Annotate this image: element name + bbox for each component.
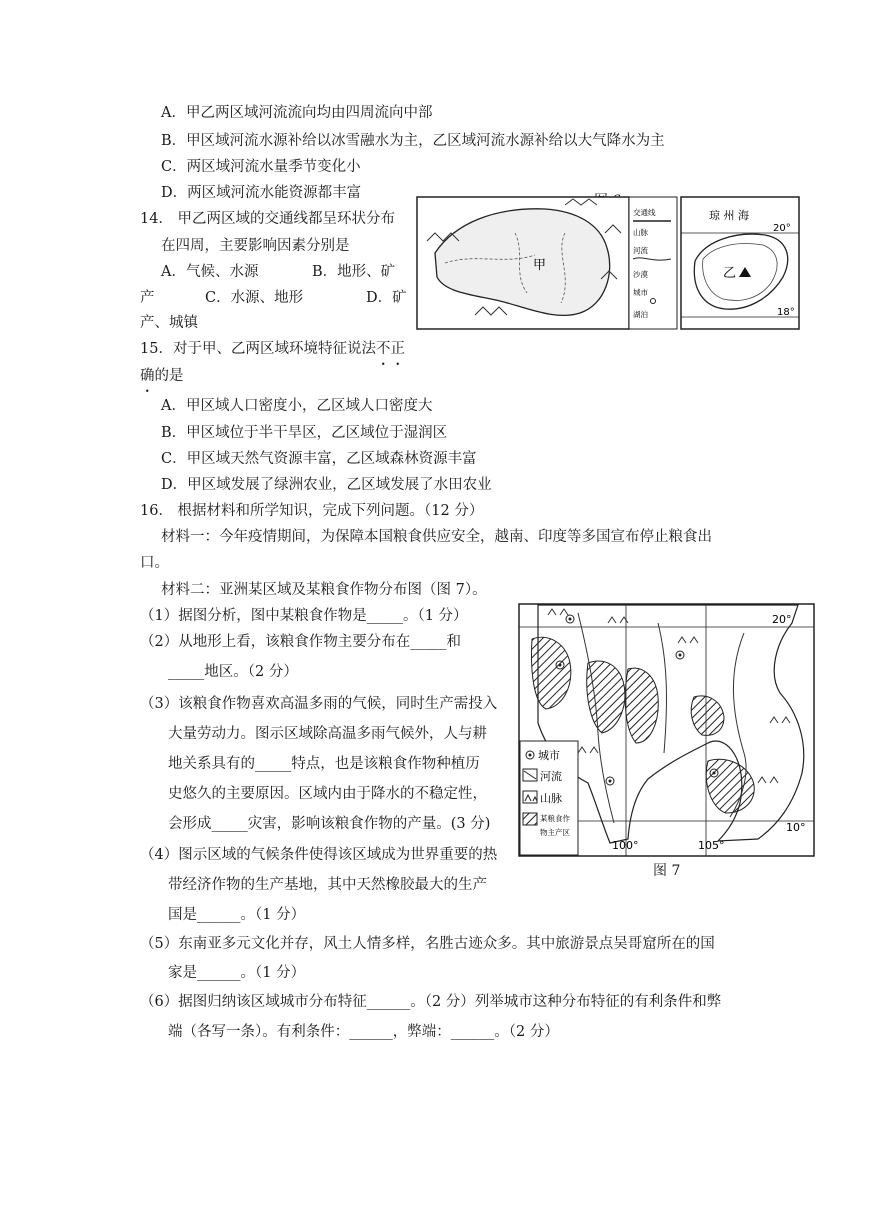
- q16-part-5-line-1: （5）东南亚多元文化并存，风土人情多样，名胜古迹众多。其中旅游景点吴哥窟所在的国: [140, 936, 715, 952]
- q15-emphasis-correct: 正: [390, 341, 405, 357]
- q16-part-3-line-4: 史悠久的主要原因。区域内由于降水的不稳定性，: [168, 786, 487, 802]
- q14-line-5: 产、城镇: [140, 315, 198, 331]
- q16-part-4-line-1: （4）图示区域的气候条件使得该区域成为世界重要的热: [140, 847, 498, 863]
- fig6-legend-mountain: 山脉: [633, 228, 648, 237]
- figure-6-map: [415, 193, 801, 333]
- q14-option-d: D．矿: [366, 290, 407, 306]
- q16-material-2: 材料二：亚洲某区域及某粮食作物分布图（图 7）。: [161, 582, 487, 598]
- fig6-legend-transport: 交通线: [633, 208, 656, 217]
- q16-part-5-line-2: 家是______。（1 分）: [168, 965, 306, 981]
- q13-option-c: C．两区域河流水量季节变化小: [161, 159, 361, 175]
- q16-part-2-line-2: _____地区。（2 分）: [168, 664, 298, 680]
- q15-line-2: [140, 366, 184, 386]
- q16-part-6-line-1: （6）据图归纳该区域城市分布特征______。（2 分）列举城市这种分布特征的有利条件和弊: [140, 994, 722, 1010]
- fig6-lat-18: 18°: [777, 307, 795, 318]
- q16-part-3-line-1: （3）该粮食作物喜欢高温多雨的气候，同时生产需投入: [140, 696, 498, 712]
- fig6-legend-river: 河流: [633, 246, 648, 255]
- q16-material-1-line-1: 材料一：今年疫情期间，为保障本国粮食供应安全，越南、印度等多国宣布停止粮食出: [161, 529, 712, 545]
- q15-option-c: C．甲区域天然气资源丰富，乙区域森林资源丰富: [161, 451, 477, 467]
- q16-part-1: （1）据图分析，图中某粮食作物是_____。（1 分）: [140, 608, 468, 624]
- fig7-legend-mountain: 山脉: [540, 792, 562, 805]
- q16-part-3-line-5: 会形成_____灾害，影响该粮食作物的产量。(3 分): [168, 816, 491, 832]
- q15-prefix: 15．对于甲、乙两区域环境特征说法: [140, 341, 376, 357]
- q15-emphasis-not: 不: [375, 341, 391, 357]
- fig6-legend-city: 城市: [633, 288, 648, 297]
- fig6-legend-desert: 沙漠: [633, 270, 648, 279]
- fig7-legend-crop-2: 物主产区: [540, 828, 570, 837]
- q14-option-a: A．气候、水源: [161, 264, 259, 280]
- q14-line-1: 14． 甲乙两区域的交通线都呈环状分布: [140, 211, 396, 227]
- fig7-legend-city: 城市: [538, 749, 560, 762]
- fig7-legend-crop-1: 某粮食作: [540, 814, 570, 823]
- region-yi-label: 乙: [723, 266, 737, 281]
- fig6-legend-lake: 湖泊: [633, 310, 648, 319]
- q16-part-2-line-1: （2）从地形上看，该粮食作物主要分布在_____和: [140, 634, 461, 650]
- q15-line-2-rest: 的是: [154, 368, 184, 384]
- q16-title: 16． 根据材料和所学知识，完成下列问题。（12 分）: [140, 503, 484, 519]
- q14-option-b: B．地形、矿: [312, 264, 396, 280]
- q14-option-c: C．水源、地形: [205, 290, 304, 306]
- q16-part-6-line-2: 端（各写一条）。有利条件：______，弊端：______。（2 分）: [168, 1024, 559, 1040]
- fig7-legend-river: 河流: [540, 770, 562, 783]
- q16-part-4-line-2: 带经济作物的生产基地，其中天然橡胶最大的生产: [168, 877, 487, 893]
- fig7-lat-10: 10°: [786, 821, 806, 834]
- fig6-lat-20: 20°: [773, 223, 791, 234]
- q15-emphasis-true: 确: [140, 368, 155, 384]
- region-jia-label: 甲: [533, 258, 547, 273]
- q13-option-b: B．甲区域河流水源补给以冰雪融水为主，乙区域河流水源补给以大气降水为主: [161, 133, 665, 149]
- fig7-lon-105: 105°: [698, 839, 725, 852]
- fig7-lon-100: 100°: [612, 839, 639, 852]
- figure-7-map: [518, 603, 815, 857]
- q13-option-d: D．两区域河流水能资源都丰富: [161, 185, 362, 201]
- q15-option-b: B．甲区域位于半干旱区，乙区域位于湿润区: [161, 425, 448, 441]
- q15-line-1: [140, 339, 405, 359]
- q15-option-d: D．甲区域发展了绿洲农业，乙区域发展了水田农业: [161, 477, 492, 493]
- q16-part-3-line-3: 地关系具有的_____特点，也是该粮食作物种植历: [168, 756, 480, 772]
- q16-part-3-line-2: 大量劳动力。图示区域除高温多雨气候外，人与耕: [168, 726, 487, 742]
- q16-material-1-line-2: 口。: [140, 555, 169, 571]
- strait-label: 琼 州 海: [709, 209, 749, 222]
- q16-part-4-line-3: 国是______。（1 分）: [168, 907, 306, 923]
- q14-line-2: 在四周，主要影响因素分别是: [161, 238, 350, 254]
- q15-option-a: A．甲区域人口密度小，乙区域人口密度大: [161, 398, 433, 414]
- q13-option-a: A．甲乙两区域河流流向均由四周流向中部: [161, 105, 433, 121]
- q14-line-4-start: 产: [140, 290, 155, 306]
- fig7-lat-20: 20°: [772, 613, 792, 626]
- figure-7-caption: 图 7: [653, 863, 681, 879]
